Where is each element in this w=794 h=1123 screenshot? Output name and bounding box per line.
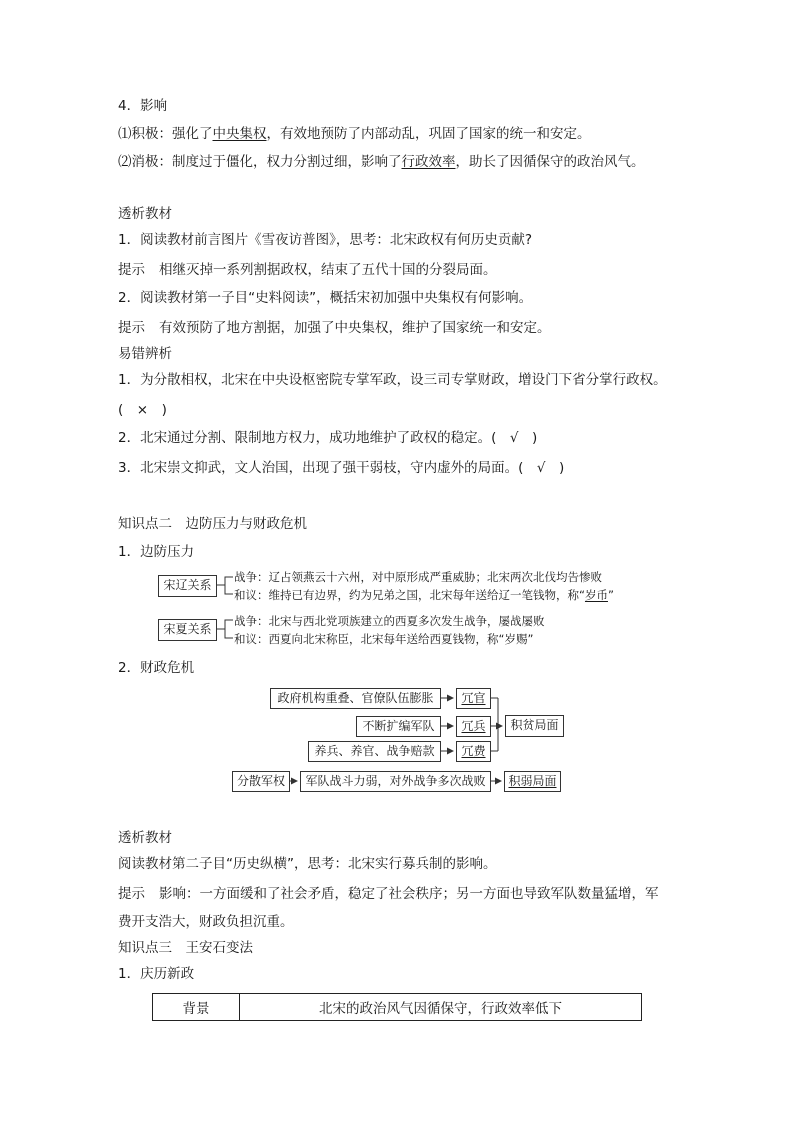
result-poverty: 积贫局面 (505, 715, 564, 737)
error-item-1: 1．为分散相权，北宋在中央设枢密院专掌军政，设三司专掌财政，增设门下省分掌行政权。 (118, 372, 667, 388)
kp2-sub2: 2．财政危机 (118, 660, 195, 676)
kp2-sub1: 1．边防压力 (118, 544, 195, 560)
section-heading: 4．影响 (118, 98, 168, 114)
song-liao-box: 宋辽关系 (158, 575, 217, 597)
question-1: 1．阅读教材前言图片《雪夜访普图》，思考：北宋政权有何历史贡献? (118, 232, 533, 248)
analysis2-answer-line1: 提示 影响：一方面缓和了社会矛盾，稳定了社会秩序；另一方面也导致军队数量猛增，军 (118, 886, 659, 902)
analysis2-answer-line2: 费开支浩大，财政负担沉重。 (118, 914, 294, 930)
cause-expenses: 养兵、养官、战争赔款 (308, 741, 441, 762)
analysis2-question: 阅读教材第二子目“历史纵横”，思考：北宋实行募兵制的影响。 (118, 856, 497, 872)
song-xia-box: 宋夏关系 (158, 619, 217, 641)
song-liao-war: 战争：辽占领燕云十六州，对中原形成严重威胁；北宋两次北伐均告惨败 (234, 570, 602, 584)
paragraph-negative: ⑵消极：制度过于僵化，权力分割过细，影响了行政效率，助长了因循保守的政治风气。 (118, 154, 645, 170)
analysis-heading: 透析教材 (118, 206, 172, 222)
row-label: 背景 (153, 994, 240, 1021)
result-redundant-costs: 冗费 (456, 741, 491, 762)
cause-weak-army: 军队战斗力弱，对外战争多次战败 (300, 771, 491, 792)
answer-2: 提示 有效预防了地方割据，加强了中央集权，维护了国家统一和安定。 (118, 320, 551, 336)
paragraph-positive: ⑴积极：强化了中央集权，有效地预防了内部动乱，巩固了国家的统一和安定。 (118, 126, 591, 142)
table-row (153, 994, 642, 1021)
song-xia-peace: 和议：西夏向北宋称臣，北宋每年送给西夏钱物，称“岁赐” (234, 632, 534, 646)
row-value: 北宋的政治风气因循保守，行政效率低下 (240, 994, 642, 1021)
result-weakness: 积弱局面 (504, 771, 561, 792)
kp3-heading: 知识点三 王安石变法 (118, 940, 253, 956)
error-item-1-mark: ( × ) (118, 402, 167, 418)
analysis2-heading: 透析教材 (118, 830, 172, 846)
song-liao-peace: 和议：维持已有边界，约为兄弟之国，北宋每年送给辽一笔钱物，称“岁币” (234, 588, 614, 602)
qingli-table (152, 993, 642, 1021)
question-2: 2．阅读教材第一子目“史料阅读”，概括宋初加强中央集权有何影响。 (118, 290, 533, 306)
result-redundant-officials: 冗官 (456, 688, 491, 709)
cause-decentralize-military: 分散军权 (232, 771, 290, 792)
song-xia-war: 战争：北宋与西北党项族建立的西夏多次发生战争，屡战屡败 (234, 614, 545, 628)
answer-1: 提示 相继灭掉一系列割据政权，结束了五代十国的分裂局面。 (118, 262, 497, 278)
cause-army-expansion: 不断扩编军队 (356, 716, 441, 737)
errors-heading: 易错辨析 (118, 346, 172, 362)
kp2-heading: 知识点二 边防压力与财政危机 (118, 516, 307, 532)
error-item-2: 2．北宋通过分割、限制地方权力，成功地维护了政权的稳定。( √ ) (118, 430, 538, 446)
kp3-sub1: 1．庆历新政 (118, 966, 195, 982)
error-item-3: 3．北宋崇文抑武，文人治国，出现了强干弱枝，守内虚外的局面。( √ ) (118, 460, 565, 476)
cause-bureaucracy: 政府机构重叠、官僚队伍膨胀 (270, 688, 441, 709)
result-redundant-soldiers: 冗兵 (456, 716, 491, 737)
